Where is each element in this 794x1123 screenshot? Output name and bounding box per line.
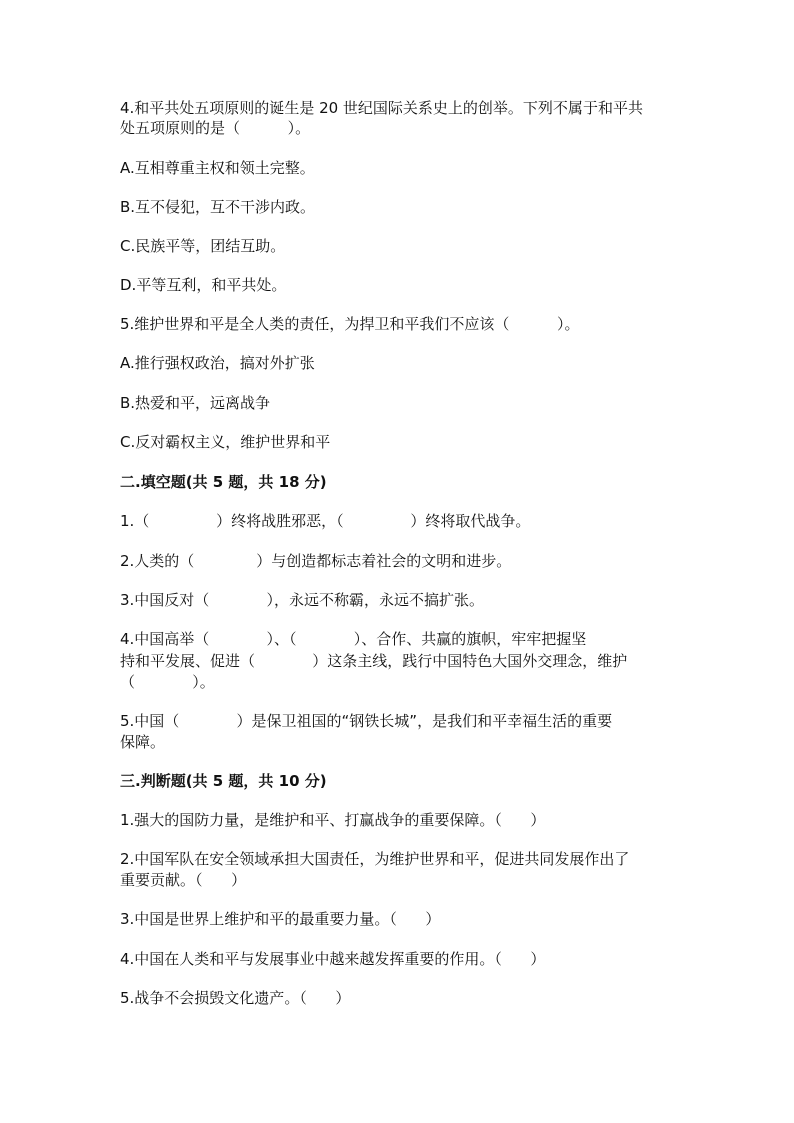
question-5-option-b: B.热爱和平，远离战争 <box>120 394 271 412</box>
question-4-text-line2: 处五项原则的是（ ）。 <box>120 119 311 137</box>
question-4-option-a: A.互相尊重主权和领土完整。 <box>120 159 315 177</box>
question-4-text-line1: 4.和平共处五项原则的诞生是 20 世纪国际关系史上的创举。下列不属于和平共 <box>120 99 643 117</box>
fill-question-3: 3.中国反对（ ），永远不称霸，永远不搞扩张。 <box>120 591 485 609</box>
fill-question-5-line2: 保障。 <box>120 733 166 751</box>
question-5-option-a: A.推行强权政治，搞对外扩张 <box>120 354 315 372</box>
fill-question-1: 1.（ ）终将战胜邪恶，（ ）终将取代战争。 <box>120 512 531 530</box>
judge-question-2-line2: 重要贡献。（ ） <box>120 871 247 889</box>
question-4-option-d: D.平等互利，和平共处。 <box>120 276 287 294</box>
fill-question-4-line2: 持和平发展、促进（ ）这条主线，践行中国特色大国外交理念，维护 <box>120 652 628 670</box>
question-5-text: 5.维护世界和平是全人类的责任，为捍卫和平我们不应该（ ）。 <box>120 315 580 333</box>
question-4-option-b: B.互不侵犯，互不干涉内政。 <box>120 198 316 216</box>
section-fill-heading: 二.填空题(共 5 题，共 18 分) <box>120 473 327 491</box>
fill-question-4-line1: 4.中国高举（ ）、（ ）、合作、共赢的旗帜，牢牢把握坚 <box>120 630 587 648</box>
question-4-option-c: C.民族平等，团结互助。 <box>120 237 286 255</box>
judge-question-4: 4.中国在人类和平与发展事业中越来越发挥重要的作用。（ ） <box>120 950 546 968</box>
fill-question-5-line1: 5.中国（ ）是保卫祖国的“钢铁长城”，是我们和平幸福生活的重要 <box>120 712 613 730</box>
judge-question-3: 3.中国是世界上维护和平的最重要力量。（ ） <box>120 910 441 928</box>
judge-question-2-line1: 2.中国军队在安全领域承担大国责任，为维护世界和平，促进共同发展作出了 <box>120 850 630 868</box>
fill-question-2: 2.人类的（ ）与创造都标志着社会的文明和进步。 <box>120 552 512 570</box>
question-5-option-c: C.反对霸权主义，维护世界和平 <box>120 433 331 451</box>
judge-question-5: 5.战争不会损毁文化遗产。（ ） <box>120 989 351 1007</box>
section-judge-heading: 三.判断题(共 5 题，共 10 分) <box>120 772 327 790</box>
judge-question-1: 1.强大的国防力量，是维护和平、打赢战争的重要保障。（ ） <box>120 811 546 829</box>
fill-question-4-line3: （ ）。 <box>120 673 215 691</box>
